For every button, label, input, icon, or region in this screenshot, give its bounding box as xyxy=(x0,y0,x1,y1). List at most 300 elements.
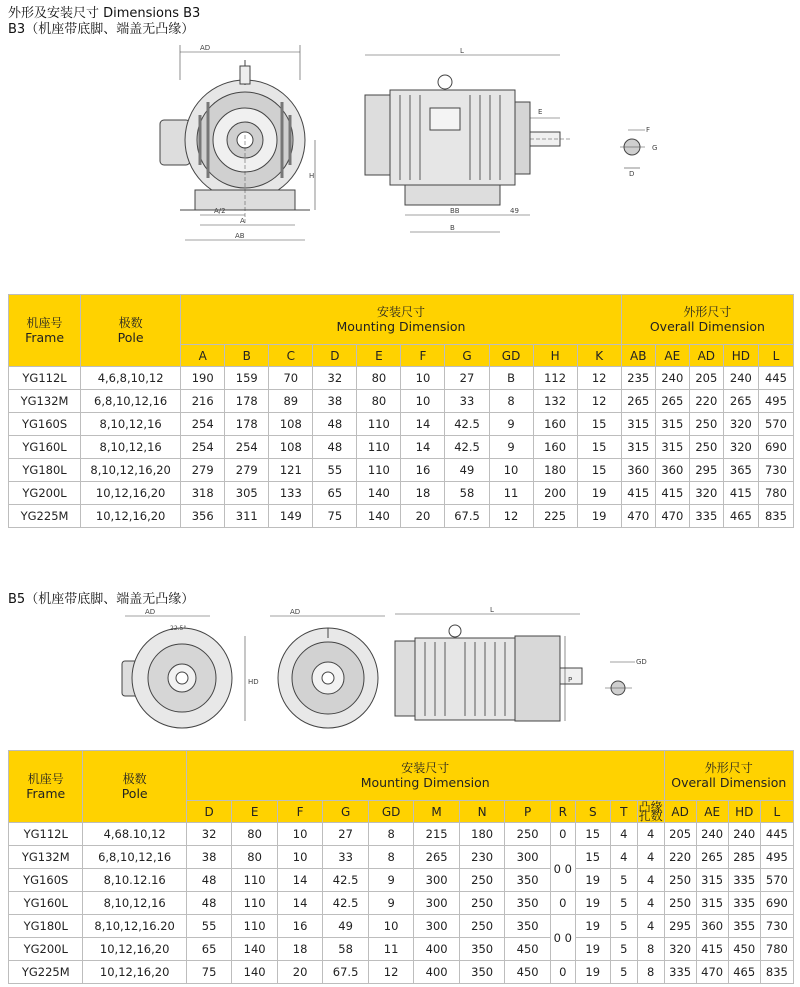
column-header: F xyxy=(401,345,445,367)
value-cell: 20 xyxy=(277,961,323,984)
value-cell: 15 xyxy=(575,823,610,846)
frame-cell: YG180L xyxy=(9,915,83,938)
pole-cell: 8,10,12,16 xyxy=(83,892,186,915)
value-cell: 18 xyxy=(401,482,445,505)
frame-cell: YG180L xyxy=(9,459,81,482)
value-cell: 133 xyxy=(269,482,313,505)
label-49: 49 xyxy=(510,207,519,215)
value-cell: 19 xyxy=(575,869,610,892)
value-cell: 110 xyxy=(357,436,401,459)
pole-cell: 10,12,16,20 xyxy=(83,938,186,961)
value-cell: 265 xyxy=(621,390,655,413)
value-cell: 570 xyxy=(760,869,793,892)
pole-cell: 8,10,12,16.20 xyxy=(83,915,186,938)
value-cell: 9 xyxy=(489,436,533,459)
label-ad-b5-2: AD xyxy=(290,608,301,616)
value-cell: 42.5 xyxy=(445,436,489,459)
value-cell: 10 xyxy=(277,846,323,869)
value-cell: 240 xyxy=(723,367,758,390)
value-cell: 465 xyxy=(728,961,760,984)
value-cell: 450 xyxy=(505,961,551,984)
value-cell: 15 xyxy=(577,459,621,482)
value-cell: 445 xyxy=(760,823,793,846)
value-cell: 205 xyxy=(664,823,696,846)
value-cell: 14 xyxy=(277,869,323,892)
value-cell: 9 xyxy=(368,892,414,915)
value-cell: 80 xyxy=(357,390,401,413)
value-cell: 33 xyxy=(323,846,369,869)
label-ad: AD xyxy=(200,44,211,52)
value-cell: 12 xyxy=(489,505,533,528)
column-header: P xyxy=(505,801,551,823)
column-header: A xyxy=(181,345,225,367)
value-cell: 9 xyxy=(489,413,533,436)
column-header: AE xyxy=(696,801,728,823)
value-cell: 355 xyxy=(728,915,760,938)
value-cell: 8 xyxy=(637,961,664,984)
value-cell: 9 xyxy=(368,869,414,892)
column-header: L xyxy=(760,801,793,823)
value-cell: 350 xyxy=(505,869,551,892)
value-cell: 225 xyxy=(533,505,577,528)
value-cell: 254 xyxy=(181,413,225,436)
value-cell: 350 xyxy=(505,892,551,915)
value-cell: 55 xyxy=(313,459,357,482)
value-cell: 178 xyxy=(225,413,269,436)
b5-drawings xyxy=(110,606,670,736)
column-header: M xyxy=(414,801,460,823)
value-cell: 220 xyxy=(689,390,723,413)
value-cell: 19 xyxy=(577,482,621,505)
b5-dimension-table xyxy=(8,750,794,984)
value-cell: 159 xyxy=(225,367,269,390)
value-cell: 70 xyxy=(269,367,313,390)
b3-dimension-table xyxy=(8,294,794,528)
value-cell: 320 xyxy=(664,938,696,961)
value-cell: 19 xyxy=(577,505,621,528)
value-cell: 240 xyxy=(696,823,728,846)
label-g: G xyxy=(652,144,658,152)
value-cell: 14 xyxy=(401,436,445,459)
column-header: K xyxy=(577,345,621,367)
value-cell: 12 xyxy=(368,961,414,984)
table-row xyxy=(9,436,794,459)
value-cell: 470 xyxy=(621,505,655,528)
value-cell: B xyxy=(489,367,533,390)
value-cell: 112 xyxy=(533,367,577,390)
value-cell: 8 xyxy=(637,938,664,961)
label-hd: HD xyxy=(248,678,259,686)
value-cell: 415 xyxy=(696,938,728,961)
pole-cell: 10,12,16,20 xyxy=(81,482,181,505)
value-cell: 265 xyxy=(414,846,460,869)
value-cell: 132 xyxy=(533,390,577,413)
label-f: F xyxy=(646,126,651,134)
value-cell: 19 xyxy=(575,892,610,915)
value-cell: 205 xyxy=(689,367,723,390)
label-ad-b5: AD xyxy=(145,608,156,616)
value-cell: 110 xyxy=(357,459,401,482)
value-cell: 10 xyxy=(277,823,323,846)
value-cell: 285 xyxy=(728,846,760,869)
value-cell: 350 xyxy=(459,961,505,984)
value-cell: 0 xyxy=(550,823,575,846)
value-cell: 4 xyxy=(637,915,664,938)
value-cell: 42.5 xyxy=(323,892,369,915)
column-header: AE xyxy=(655,345,689,367)
value-cell: 415 xyxy=(723,482,758,505)
value-cell: 5 xyxy=(610,892,637,915)
overall-dimension-header-b5: 外形尺寸 Overall Dimension xyxy=(664,751,793,801)
value-cell: 49 xyxy=(323,915,369,938)
column-header: H xyxy=(533,345,577,367)
value-cell: 75 xyxy=(313,505,357,528)
value-cell: 80 xyxy=(232,823,278,846)
b3-shaft-section xyxy=(620,126,657,178)
column-header: GD xyxy=(368,801,414,823)
value-cell: 835 xyxy=(758,505,793,528)
value-cell: 149 xyxy=(269,505,313,528)
value-cell: 15 xyxy=(577,436,621,459)
page-title: 外形及安装尺寸 Dimensions B3 xyxy=(8,6,201,21)
value-cell: 295 xyxy=(689,459,723,482)
frame-cell: YG225M xyxy=(9,505,81,528)
value-cell: 4 xyxy=(610,846,637,869)
pole-cell: 6,8,10,12,16 xyxy=(81,390,181,413)
column-header: G xyxy=(445,345,489,367)
value-cell: 110 xyxy=(232,869,278,892)
value-cell: 5 xyxy=(610,869,637,892)
value-cell: 360 xyxy=(621,459,655,482)
value-cell: 48 xyxy=(313,413,357,436)
value-cell: 33 xyxy=(445,390,489,413)
column-header: E xyxy=(232,801,278,823)
column-header: R xyxy=(550,801,575,823)
b3-side-view xyxy=(365,47,570,232)
column-header: L xyxy=(758,345,793,367)
label-d: D xyxy=(629,170,635,178)
column-header: F xyxy=(277,801,323,823)
frame-cell: YG132M xyxy=(9,390,81,413)
value-cell: 42.5 xyxy=(323,869,369,892)
pole-cell: 4,68.10,12 xyxy=(83,823,186,846)
value-cell: 216 xyxy=(181,390,225,413)
value-cell: 315 xyxy=(696,892,728,915)
value-cell: 300 xyxy=(414,869,460,892)
value-cell: 11 xyxy=(368,938,414,961)
value-cell: 12 xyxy=(577,367,621,390)
value-cell: 350 xyxy=(459,938,505,961)
frame-cell: YG160S xyxy=(9,413,81,436)
value-cell: 48 xyxy=(186,869,232,892)
b5-shaft-section xyxy=(605,658,647,695)
value-cell: 0 xyxy=(550,892,575,915)
value-cell: 315 xyxy=(655,413,689,436)
value-cell: 445 xyxy=(758,367,793,390)
column-header: D xyxy=(186,801,232,823)
value-cell: 67.5 xyxy=(445,505,489,528)
value-cell: 5 xyxy=(610,938,637,961)
b3-front-view xyxy=(160,44,315,240)
column-header: HD xyxy=(723,345,758,367)
value-cell: 250 xyxy=(459,915,505,938)
value-cell: 315 xyxy=(655,436,689,459)
label-ab: AB xyxy=(235,232,245,240)
value-cell: 4 xyxy=(637,846,664,869)
table-row xyxy=(9,459,794,482)
value-cell: 356 xyxy=(181,505,225,528)
value-cell: 400 xyxy=(414,938,460,961)
value-cell: 780 xyxy=(758,482,793,505)
value-cell: 279 xyxy=(181,459,225,482)
mounting-dimension-header: 安装尺寸 Mounting Dimension xyxy=(181,295,622,345)
value-cell: 235 xyxy=(621,367,655,390)
value-cell: 80 xyxy=(232,846,278,869)
pole-cell: 10,12,16,20 xyxy=(83,961,186,984)
value-cell: 15 xyxy=(575,846,610,869)
value-cell: 4 xyxy=(610,823,637,846)
value-cell: 335 xyxy=(728,869,760,892)
value-cell: 350 xyxy=(505,915,551,938)
frame-cell: YG225M xyxy=(9,961,83,984)
column-header: S xyxy=(575,801,610,823)
value-cell: 254 xyxy=(225,436,269,459)
column-header: GD xyxy=(489,345,533,367)
value-cell: 335 xyxy=(664,961,696,984)
value-cell: 55 xyxy=(186,915,232,938)
pole-cell: 8,10.12.16 xyxy=(83,869,186,892)
value-cell: 16 xyxy=(277,915,323,938)
value-cell: 250 xyxy=(664,869,696,892)
column-header: AB xyxy=(621,345,655,367)
value-cell: 160 xyxy=(533,436,577,459)
value-cell: 8 xyxy=(368,846,414,869)
value-cell: 690 xyxy=(758,436,793,459)
value-cell: 200 xyxy=(533,482,577,505)
value-cell: 215 xyxy=(414,823,460,846)
value-cell: 315 xyxy=(621,413,655,436)
pole-header: 极数 Pole xyxy=(81,295,181,367)
value-cell: 49 xyxy=(445,459,489,482)
value-cell: 75 xyxy=(186,961,232,984)
value-cell: 10 xyxy=(489,459,533,482)
pole-cell: 8,10,12,16 xyxy=(81,436,181,459)
value-cell: 18 xyxy=(277,938,323,961)
column-header: T xyxy=(610,801,637,823)
label-l-b5: L xyxy=(490,606,494,614)
table-row xyxy=(9,823,794,846)
value-cell: 0 xyxy=(550,961,575,984)
value-cell: 4 xyxy=(637,869,664,892)
value-cell: 14 xyxy=(277,892,323,915)
value-cell: 27 xyxy=(445,367,489,390)
value-cell: 65 xyxy=(186,938,232,961)
value-cell: 450 xyxy=(728,938,760,961)
column-header: C xyxy=(269,345,313,367)
frame-cell: YG160L xyxy=(9,892,83,915)
value-cell: 140 xyxy=(357,505,401,528)
column-header: D xyxy=(313,345,357,367)
value-cell: 32 xyxy=(313,367,357,390)
value-cell: 42.5 xyxy=(445,413,489,436)
value-cell: 10 xyxy=(401,390,445,413)
value-cell: 48 xyxy=(313,436,357,459)
value-cell: 110 xyxy=(232,915,278,938)
value-cell: 240 xyxy=(655,367,689,390)
value-cell: 230 xyxy=(459,846,505,869)
value-cell: 335 xyxy=(728,892,760,915)
mounting-dimension-header-b5: 安装尺寸 Mounting Dimension xyxy=(186,751,664,801)
label-a-half: A/2 xyxy=(214,207,226,215)
value-cell: 220 xyxy=(664,846,696,869)
b5-heading: B5（机座带底脚、端盖无凸缘） xyxy=(8,592,195,607)
pole-cell: 10,12,16,20 xyxy=(81,505,181,528)
value-cell: 250 xyxy=(505,823,551,846)
value-cell: 4 xyxy=(637,823,664,846)
table-row xyxy=(9,961,794,984)
value-cell: 780 xyxy=(760,938,793,961)
value-cell: 160 xyxy=(533,413,577,436)
value-cell: 110 xyxy=(357,413,401,436)
column-header: B xyxy=(225,345,269,367)
value-cell: 265 xyxy=(655,390,689,413)
label-l: L xyxy=(460,47,464,55)
value-cell: 465 xyxy=(723,505,758,528)
table-row xyxy=(9,505,794,528)
value-cell: 5 xyxy=(610,961,637,984)
table-row xyxy=(9,390,794,413)
value-cell: 10 xyxy=(368,915,414,938)
value-cell: 320 xyxy=(689,482,723,505)
value-cell: 10 xyxy=(401,367,445,390)
value-cell: 65 xyxy=(313,482,357,505)
label-p: P xyxy=(568,676,573,684)
value-cell: 415 xyxy=(655,482,689,505)
value-cell: 495 xyxy=(760,846,793,869)
value-cell: 32 xyxy=(186,823,232,846)
label-gd: GD xyxy=(636,658,647,666)
value-cell: 15 xyxy=(577,413,621,436)
r-merged-cell: 0 0 xyxy=(550,915,575,961)
value-cell: 320 xyxy=(723,436,758,459)
label-a: A xyxy=(240,217,245,225)
value-cell: 254 xyxy=(181,436,225,459)
table-row xyxy=(9,482,794,505)
frame-cell: YG200L xyxy=(9,938,83,961)
label-bb: BB xyxy=(450,207,460,215)
value-cell: 470 xyxy=(696,961,728,984)
value-cell: 250 xyxy=(664,892,696,915)
table-row xyxy=(9,367,794,390)
value-cell: 178 xyxy=(225,390,269,413)
frame-cell: YG200L xyxy=(9,482,81,505)
value-cell: 318 xyxy=(181,482,225,505)
value-cell: 265 xyxy=(696,846,728,869)
pole-cell: 8,10,12,16,20 xyxy=(81,459,181,482)
label-e: E xyxy=(538,108,543,116)
table-row xyxy=(9,413,794,436)
value-cell: 8 xyxy=(489,390,533,413)
b5-side-view xyxy=(395,606,582,721)
value-cell: 250 xyxy=(689,436,723,459)
frame-cell: YG112L xyxy=(9,823,83,846)
value-cell: 279 xyxy=(225,459,269,482)
value-cell: 470 xyxy=(655,505,689,528)
value-cell: 58 xyxy=(323,938,369,961)
value-cell: 300 xyxy=(505,846,551,869)
value-cell: 250 xyxy=(689,413,723,436)
pole-cell: 8,10,12,16 xyxy=(81,413,181,436)
value-cell: 180 xyxy=(459,823,505,846)
value-cell: 335 xyxy=(689,505,723,528)
value-cell: 315 xyxy=(696,869,728,892)
holes-column-header: 凸缘孔数 xyxy=(638,799,663,823)
value-cell: 495 xyxy=(758,390,793,413)
value-cell: 400 xyxy=(414,961,460,984)
frame-cell: YG132M xyxy=(9,846,83,869)
value-cell: 140 xyxy=(232,938,278,961)
b5-front-view-1 xyxy=(122,608,259,728)
b3-heading: B3（机座带底脚、端盖无凸缘） xyxy=(8,22,195,37)
value-cell: 360 xyxy=(655,459,689,482)
value-cell: 265 xyxy=(723,390,758,413)
label-angle: 22.5° xyxy=(170,625,187,632)
value-cell: 19 xyxy=(575,938,610,961)
label-b: B xyxy=(450,224,455,232)
value-cell: 12 xyxy=(577,390,621,413)
column-header: HD xyxy=(728,801,760,823)
value-cell: 8 xyxy=(368,823,414,846)
value-cell: 14 xyxy=(401,413,445,436)
value-cell: 311 xyxy=(225,505,269,528)
value-cell: 730 xyxy=(758,459,793,482)
column-header: N xyxy=(459,801,505,823)
value-cell: 19 xyxy=(575,915,610,938)
table-row xyxy=(9,915,794,938)
label-h: H xyxy=(309,172,315,180)
value-cell: 690 xyxy=(760,892,793,915)
pole-header-b5: 极数 Pole xyxy=(83,751,186,823)
value-cell: 67.5 xyxy=(323,961,369,984)
value-cell: 110 xyxy=(232,892,278,915)
pole-cell: 4,6,8,10,12 xyxy=(81,367,181,390)
value-cell: 320 xyxy=(723,413,758,436)
value-cell: 58 xyxy=(445,482,489,505)
value-cell: 27 xyxy=(323,823,369,846)
value-cell: 121 xyxy=(269,459,313,482)
frame-header-b5: 机座号 Frame xyxy=(9,751,83,823)
table-row xyxy=(9,869,794,892)
value-cell: 730 xyxy=(760,915,793,938)
frame-cell: YG160L xyxy=(9,436,81,459)
value-cell: 190 xyxy=(181,367,225,390)
frame-cell: YG160S xyxy=(9,869,83,892)
value-cell: 80 xyxy=(357,367,401,390)
value-cell: 38 xyxy=(313,390,357,413)
pole-cell: 6,8,10,12,16 xyxy=(83,846,186,869)
value-cell: 108 xyxy=(269,436,313,459)
value-cell: 240 xyxy=(728,823,760,846)
value-cell: 300 xyxy=(414,892,460,915)
value-cell: 180 xyxy=(533,459,577,482)
b5-front-view-2 xyxy=(270,608,385,728)
value-cell: 365 xyxy=(723,459,758,482)
table-row xyxy=(9,938,794,961)
value-cell: 315 xyxy=(621,436,655,459)
value-cell: 89 xyxy=(269,390,313,413)
value-cell: 300 xyxy=(414,915,460,938)
frame-cell: YG112L xyxy=(9,367,81,390)
